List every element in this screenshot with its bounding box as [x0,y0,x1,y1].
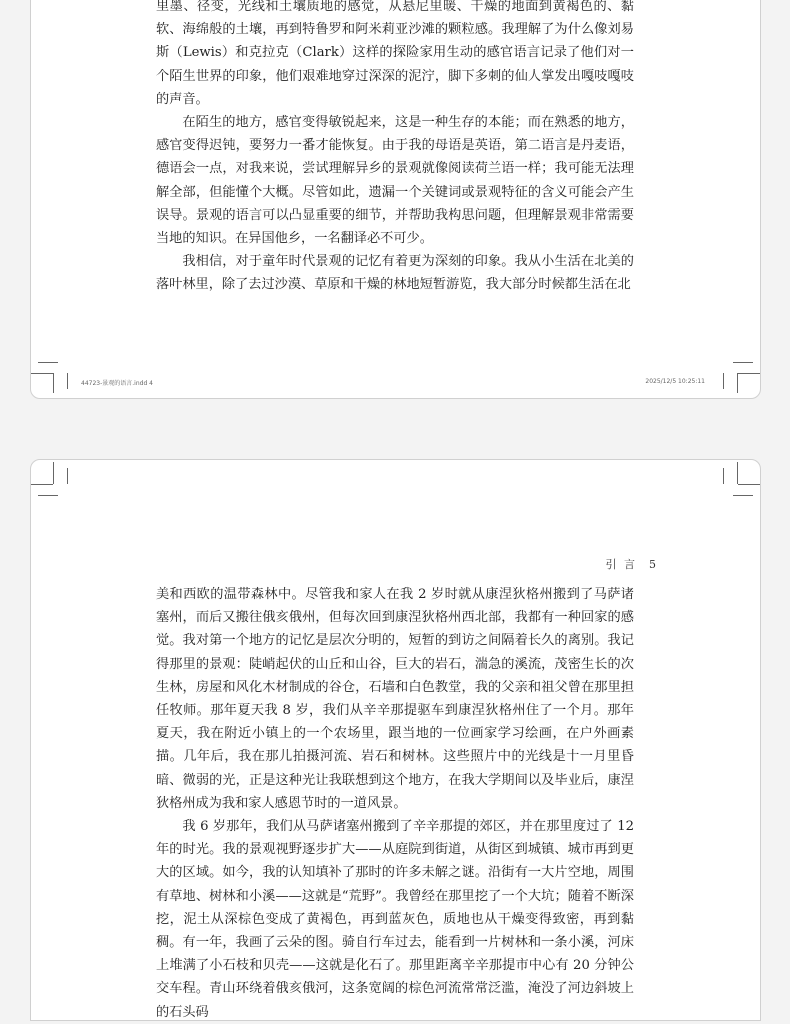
slug-filename: 44723-景观的语言.indd 4 [81,380,153,387]
paragraph: 在陌生的地方，感官变得敏锐起来，这是一种生存的本能；而在熟悉的地方，感官变得迟钝，要努力一番才能恢复。由于我的母语是英语，第二语言是丹麦语，德语会一点，对我来说，尝试理解异乡的景观就像阅读荷兰语一样；我可能无法理解全部，但能懂个大概。尽管如此，遗漏一个关键词或景观特征的含义可能会产生误导。景观的语言可以凸显重要的细节，并帮助我构思问题，但理解景观非常需要当地的知识。在异国他乡，一名翻译必不可少。 [156,115,634,247]
crop-mark [38,495,58,496]
crop-mark [733,362,753,363]
running-head [606,556,659,572]
crop-mark [31,373,53,374]
crop-mark [31,484,53,485]
crop-mark [738,484,760,485]
crop-mark [53,373,54,393]
page-4 [30,0,761,399]
crop-mark [38,362,58,363]
crop-mark [733,495,753,496]
crop-mark [738,373,760,374]
running-head-title: 引 言 [605,558,637,571]
crop-mark [723,468,724,484]
paragraph: 我相信，对于童年时代景观的记忆有着更为深刻的印象。我从小生活在北美的落叶林里，除了去过沙漠、草原和干燥的林地短暂游览，我大部分时候都生活在北 [156,254,634,293]
paragraph: 美和西欧的温带森林中。尽管我和家人在我 2 岁时就从康涅狄格州搬到了马萨诸塞州，而后又搬往俄亥俄州，但每次回到康涅狄格州西北部，我都有一种回家的感觉。我对第一个地方的记忆是层次分明的，短暂的到访之间隔着长久的离别。我记得那里的景观：陡峭起伏的山丘和山谷，巨大的岩石，湍急的溪流，茂密生长的次生林，房屋和风化木材制成的谷仓，石墙和白色教堂，我的父亲和祖父曾在那里担任牧师。那年夏天我 8 岁，我们从辛辛那提驱车到康涅狄格州住了一个月。那年夏天，我在附近小镇上的一个农场里，跟当地的一位画家学习绘画，在户外画素描。几年后，我在那儿拍摄河流、岩石和树林。这些照片中的光线是十一月里昏暗、微弱的光，正是这种光让我联想到这个地方，在我大学期间以及毕业后，康涅狄格州成为我和家人感恩节时的一道风景。 [156,587,634,811]
page-number: 5 [649,558,658,571]
page-4-body [156,0,634,297]
crop-mark [67,373,68,389]
page-5-body [156,583,634,1024]
crop-mark [737,373,738,393]
crop-mark [737,462,738,484]
page-5 [30,459,761,1021]
crop-mark [53,462,54,484]
crop-mark [67,468,68,484]
paragraph: 里墨、径变，光线和土壤质地的感觉，从悬尼里暖、干燥的地面到黄褐色的、黏软、海绵般的土壤，再到特鲁罗和阿米莉亚沙滩的颗粒感。我理解了为什么像刘易斯（Lewis）和克拉克（Clark）这样的探险家用生动的感官语言记录了他们对一个陌生世界的印象，他们艰难地穿过深深的泥泞，脚下多刺的仙人掌发出嘎吱嘎吱的声音。 [156,0,634,107]
paragraph: 我 6 岁那年，我们从马萨诸塞州搬到了辛辛那提的郊区，并在那里度过了 12 年的时光。我的景观视野逐步扩大——从庭院到街道，从街区到城镇、城市再到更大的区域。如今，我的认知填补了那时的许多未解之谜。沿街有一大片空地，周围有草地、树林和小溪——这就是“荒野”。我曾经在那里挖了一个大坑；随着不断深挖，泥土从深棕色变成了黄褐色，再到蓝灰色，质地也从干燥变得致密，再到黏稠。有一年，我画了云朵的图。骑自行车过去，能看到一片树林和一条小溪，河床上堆满了小石枝和贝壳——这就是化石了。那里距离辛辛那提市中心有 20 分钟公交车程。青山环绕着俄亥俄河，这条宽阔的棕色河流常常泛滥，淹没了河边斜坡上的石头码 [156,819,634,1020]
crop-mark [723,373,724,389]
slug-timestamp: 2025/12/5 10:25:11 [645,378,705,385]
